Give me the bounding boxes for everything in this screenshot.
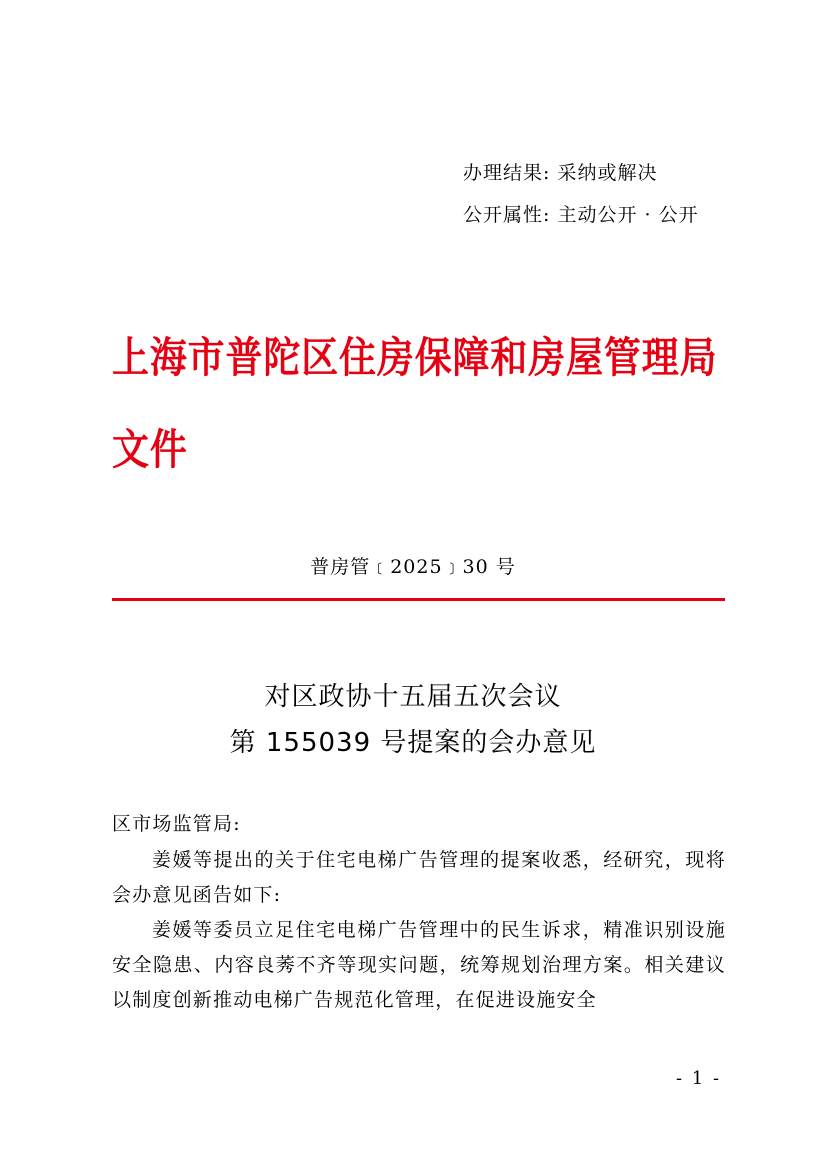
handling-result <box>463 158 657 185</box>
document-title-line-1: 对区政协十五届五次会议 <box>264 682 562 712</box>
body-paragraph-1: 姜媛等提出的关于住宅电梯广告管理的提案收悉，经研究，现将会办意见函告如下: <box>112 849 726 906</box>
document-title-line-2: 第 155039 号提案的会办意见 <box>229 728 597 758</box>
issuer-header: 上海市普陀区住房保障和房屋管理局文件 <box>112 333 718 474</box>
page-number: - 1 - <box>676 1068 722 1089</box>
handling-result-label: 办理结果: <box>463 162 551 184</box>
disclosure-attribute-label: 公开属性: <box>463 204 551 226</box>
red-divider-line <box>112 598 725 601</box>
body-paragraph-2: 姜媛等委员立足住宅电梯广告管理中的民生诉求，精准识别设施安全隐患、内容良莠不齐等现实问题，统筹规划治理方案。相关建议以制度创新推动电梯广告规范化管理，在促进设施安全 <box>112 919 726 1011</box>
salutation: 区市场监管局: <box>112 813 241 835</box>
handling-result-value: 采纳或解决 <box>557 162 658 184</box>
disclosure-attribute <box>463 200 699 227</box>
document-number: 普房管﹝2025﹞30 号 <box>310 556 516 578</box>
disclosure-attribute-value: 主动公开 · 公开 <box>557 204 699 226</box>
